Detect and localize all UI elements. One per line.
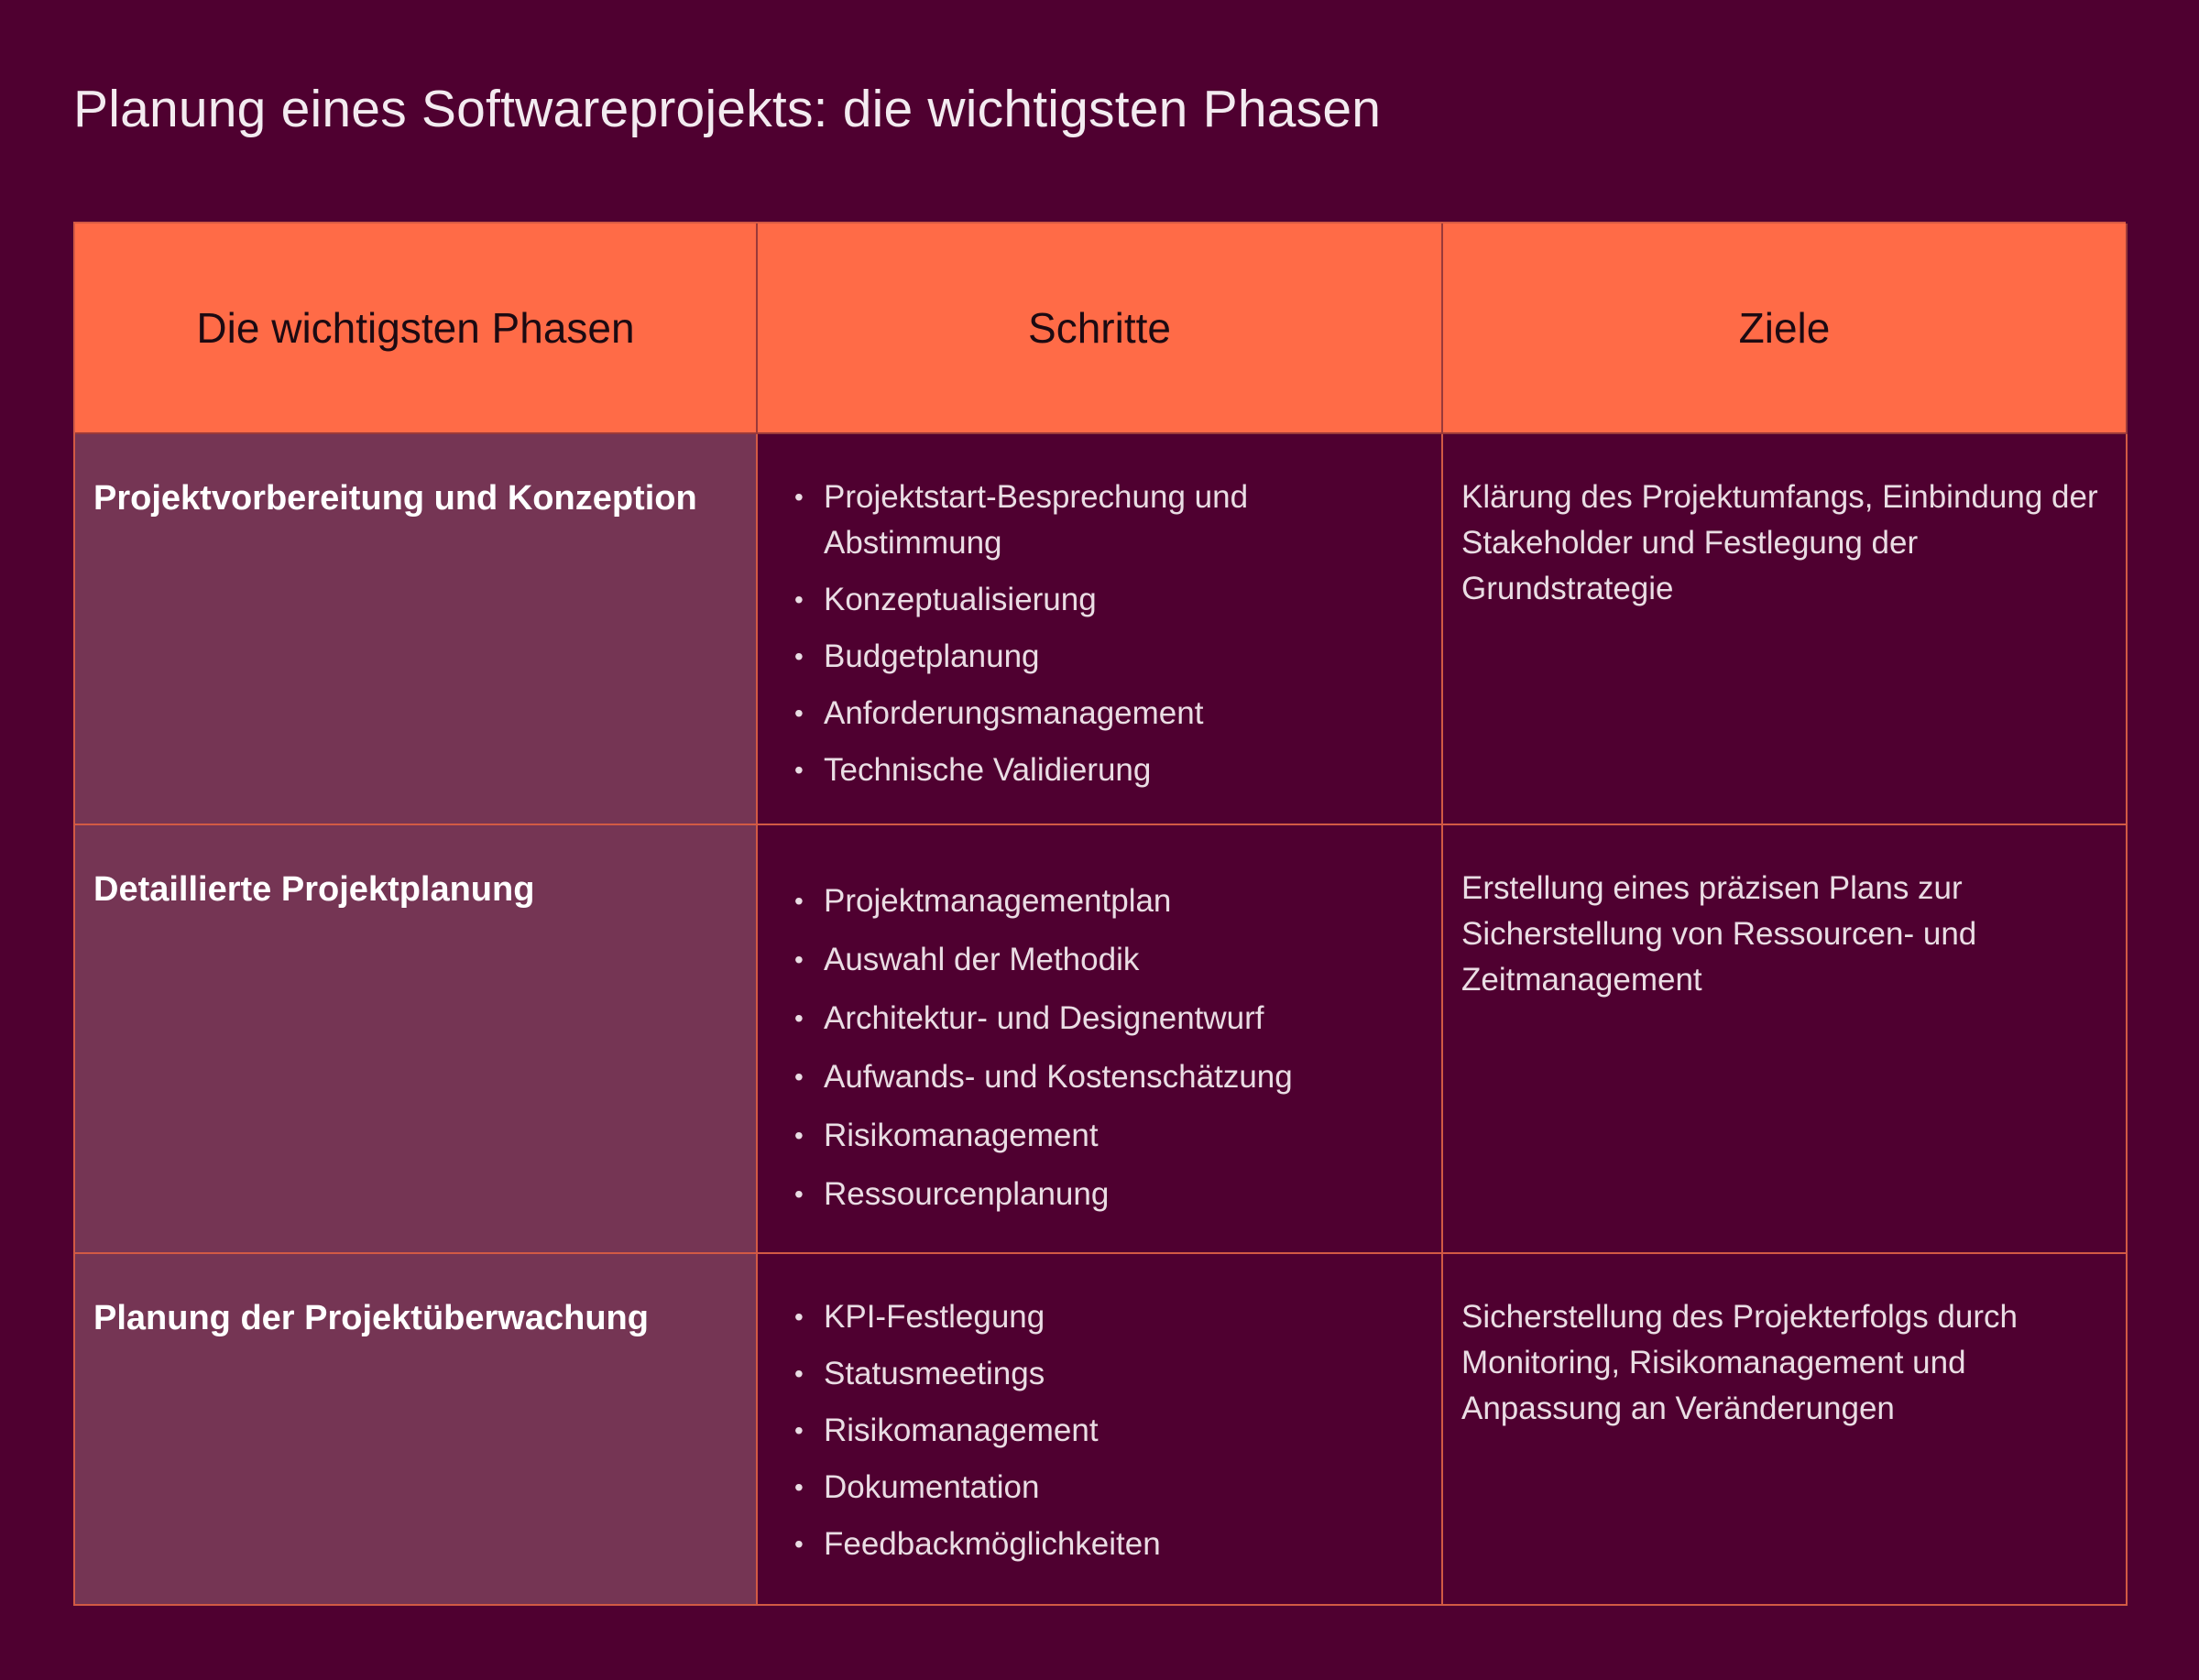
step-item: • Anforderungsmanagement (794, 691, 1423, 736)
step-item: • Budgetplanung (794, 634, 1423, 680)
step-item: • Auswahl der Methodik (794, 937, 1423, 983)
step-item: • Projektstart-Besprechung und Abstimmung (794, 475, 1423, 566)
step-item: • Ressourcenplanung (794, 1172, 1423, 1217)
goal-text: Sicherstellung des Projekterfolgs durch Monitoring, Risikomanagement und Anpassung an Veränderungen (1461, 1299, 2018, 1426)
header-cell-steps (758, 224, 1443, 434)
goals-cell (1443, 825, 2128, 1254)
step-item: • Projektmanagementplan (794, 878, 1423, 924)
phase-cell (75, 1254, 758, 1606)
step-item: • Konzeptualisierung (794, 577, 1423, 623)
steps-list (794, 475, 1423, 793)
phase-label: Detaillierte Projektplanung (93, 870, 535, 909)
header-label: Schritte (1028, 304, 1171, 352)
phase-cell (75, 825, 758, 1254)
steps-list (794, 1294, 1423, 1567)
step-item: • Architektur- und Designentwurf (794, 996, 1423, 1042)
step-item: • Feedbackmöglichkeiten (794, 1522, 1423, 1567)
header-label: Ziele (1738, 304, 1831, 352)
step-item: • Aufwands- und Kostenschätzung (794, 1054, 1423, 1100)
header-label: Die wichtigsten Phasen (196, 304, 635, 352)
goal-text: Erstellung eines präzisen Plans zur Sicherstellung von Ressourcen- und Zeitmanagement (1461, 870, 1977, 998)
step-item: • Risikomanagement (794, 1113, 1423, 1159)
step-item: • Risikomanagement (794, 1408, 1423, 1454)
goal-text: Klärung des Projektumfangs, Einbindung der Stakeholder und Festlegung der Grundstrategie (1461, 479, 2098, 606)
phase-cell (75, 434, 758, 825)
steps-list (794, 878, 1423, 1217)
page-title: Planung eines Softwareprojekts: die wichtigsten Phasen (73, 80, 1382, 138)
steps-cell (758, 434, 1443, 825)
phase-label: Planung der Projektüberwachung (93, 1299, 649, 1337)
step-item: • Statusmeetings (794, 1351, 1423, 1397)
steps-cell (758, 1254, 1443, 1606)
goals-cell (1443, 434, 2128, 825)
header-cell-goals (1443, 224, 2128, 434)
step-item: • Technische Validierung (794, 747, 1423, 793)
phases-table (73, 222, 2126, 1606)
phase-label: Projektvorbereitung und Konzeption (93, 479, 697, 518)
header-cell-phases (75, 224, 758, 434)
steps-cell (758, 825, 1443, 1254)
step-item: • KPI-Festlegung (794, 1294, 1423, 1340)
goals-cell (1443, 1254, 2128, 1606)
step-item: • Dokumentation (794, 1465, 1423, 1511)
